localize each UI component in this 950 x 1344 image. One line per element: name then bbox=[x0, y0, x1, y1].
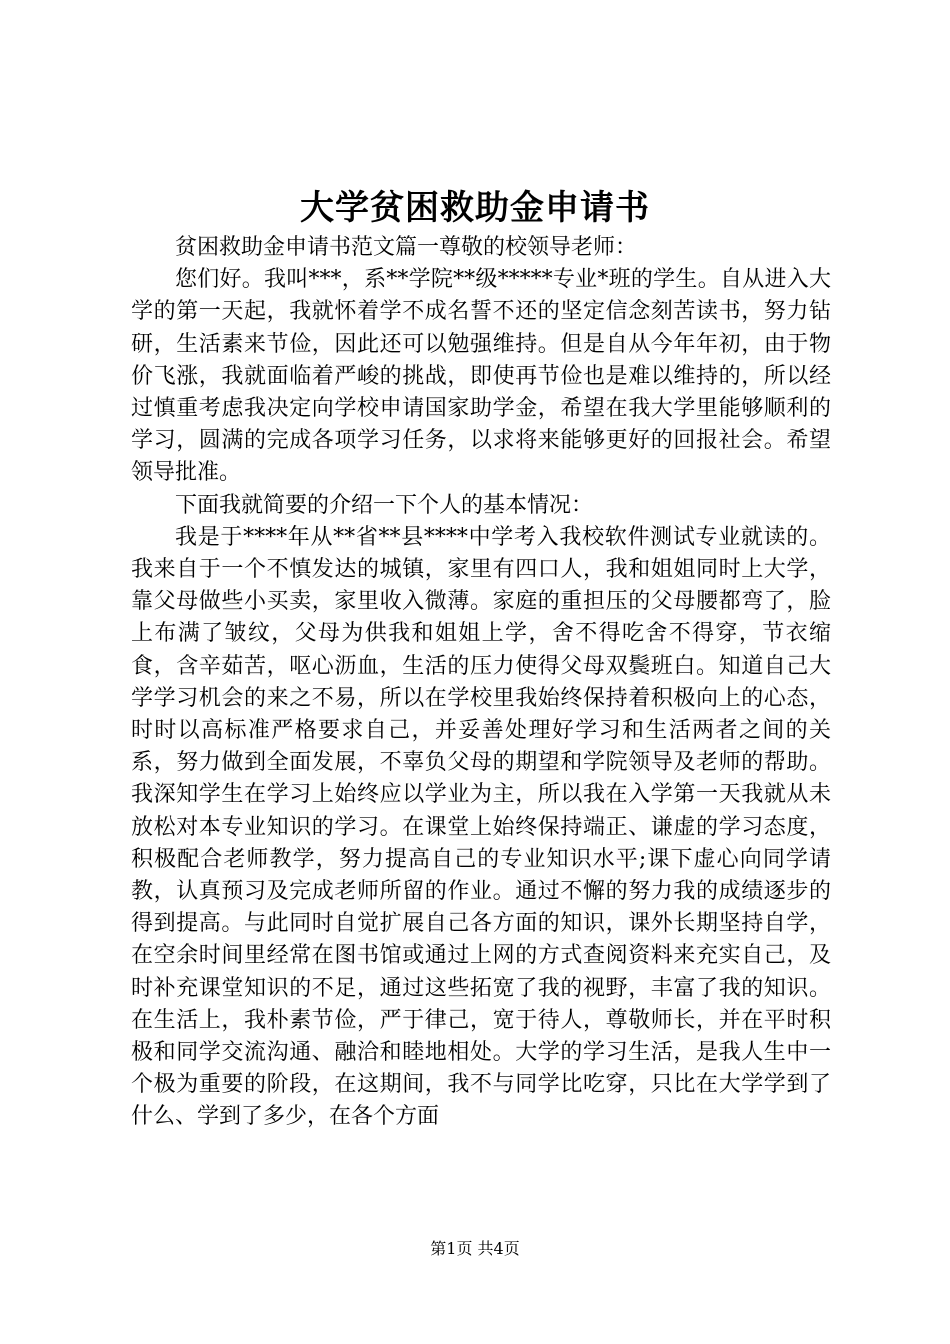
document-body bbox=[131, 232, 831, 1134]
paragraph-background: 我是于****年从**省**县****中学考入我校软件测试专业就读的。我来自于一个不慎发达的城镇，家里有四口人，我和姐姐同时上大学，靠父母做些小买卖，家里收入微薄。家庭的重担压的父母腰都弯了，脸上布满了皱纹，父母为供我和姐姐上学，舍不得吃舍不得穿，节衣缩食，含辛茹苦，呕心沥血，生活的压力使得父母双鬓班白。知道自己大学学习机会的来之不易，所以在学校里我始终保持着积极向上的心态，时时以高标准严格要求自己，并妥善处理好学习和生活两者之间的关系，努力做到全面发展，不辜负父母的期望和学院领导及老师的帮助。我深知学生在学习上始终应以学业为主，所以我在入学第一天我就从未放松对本专业知识的学习。在课堂上始终保持端正、谦虚的学习态度，积极配合老师教学，努力提高自己的专业知识水平;课下虚心向同学请教，认真预习及完成老师所留的作业。通过不懈的努力我的成绩逐步的得到提高。与此同时自觉扩展自己各方面的知识，课外长期坚持自学，在空余时间里经常在图书馆或通过上网的方式查阅资料来充实自己，及时补充课堂知识的不足，通过这些拓宽了我的视野，丰富了我的知识。在生活上，我朴素节俭，严于律己，宽于待人，尊敬师长，并在平时积极和同学交流沟通、融洽和睦地相处。大学的学习生活，是我人生中一个极为重要的阶段，在这期间，我不与同学比吃穿，只比在大学学到了什么、学到了多少，在各个方面 bbox=[131, 524, 831, 1130]
paragraph-intro: 下面我就简要的介绍一下个人的基本情况： bbox=[175, 492, 594, 518]
document-title: 大学贫困救助金申请书 bbox=[300, 188, 650, 228]
page-footer: 第1页 共4页 bbox=[430, 1239, 520, 1258]
paragraph-greeting: 您们好。我叫***，系**学院**级*****专业*班的学生。自从进入大学的第一天起，我就怀着学不成名誓不还的坚定信念刻苦读书，努力钻研，生活素来节俭，因此还可以勉强维持。但是自从今年年初，由于物价飞涨，我就面临着严峻的挑战，即使再节俭也是难以维持的，所以经过慎重考虑我决定向学校申请国家助学金，希望在我大学里能够顺利的学习，圆满的完成各项学习任务，以求将来能够更好的回报社会。希望领导批准。 bbox=[131, 267, 831, 486]
paragraph-salutation: 贫困救助金申请书范文篇一尊敬的校领导老师： bbox=[175, 235, 638, 260]
